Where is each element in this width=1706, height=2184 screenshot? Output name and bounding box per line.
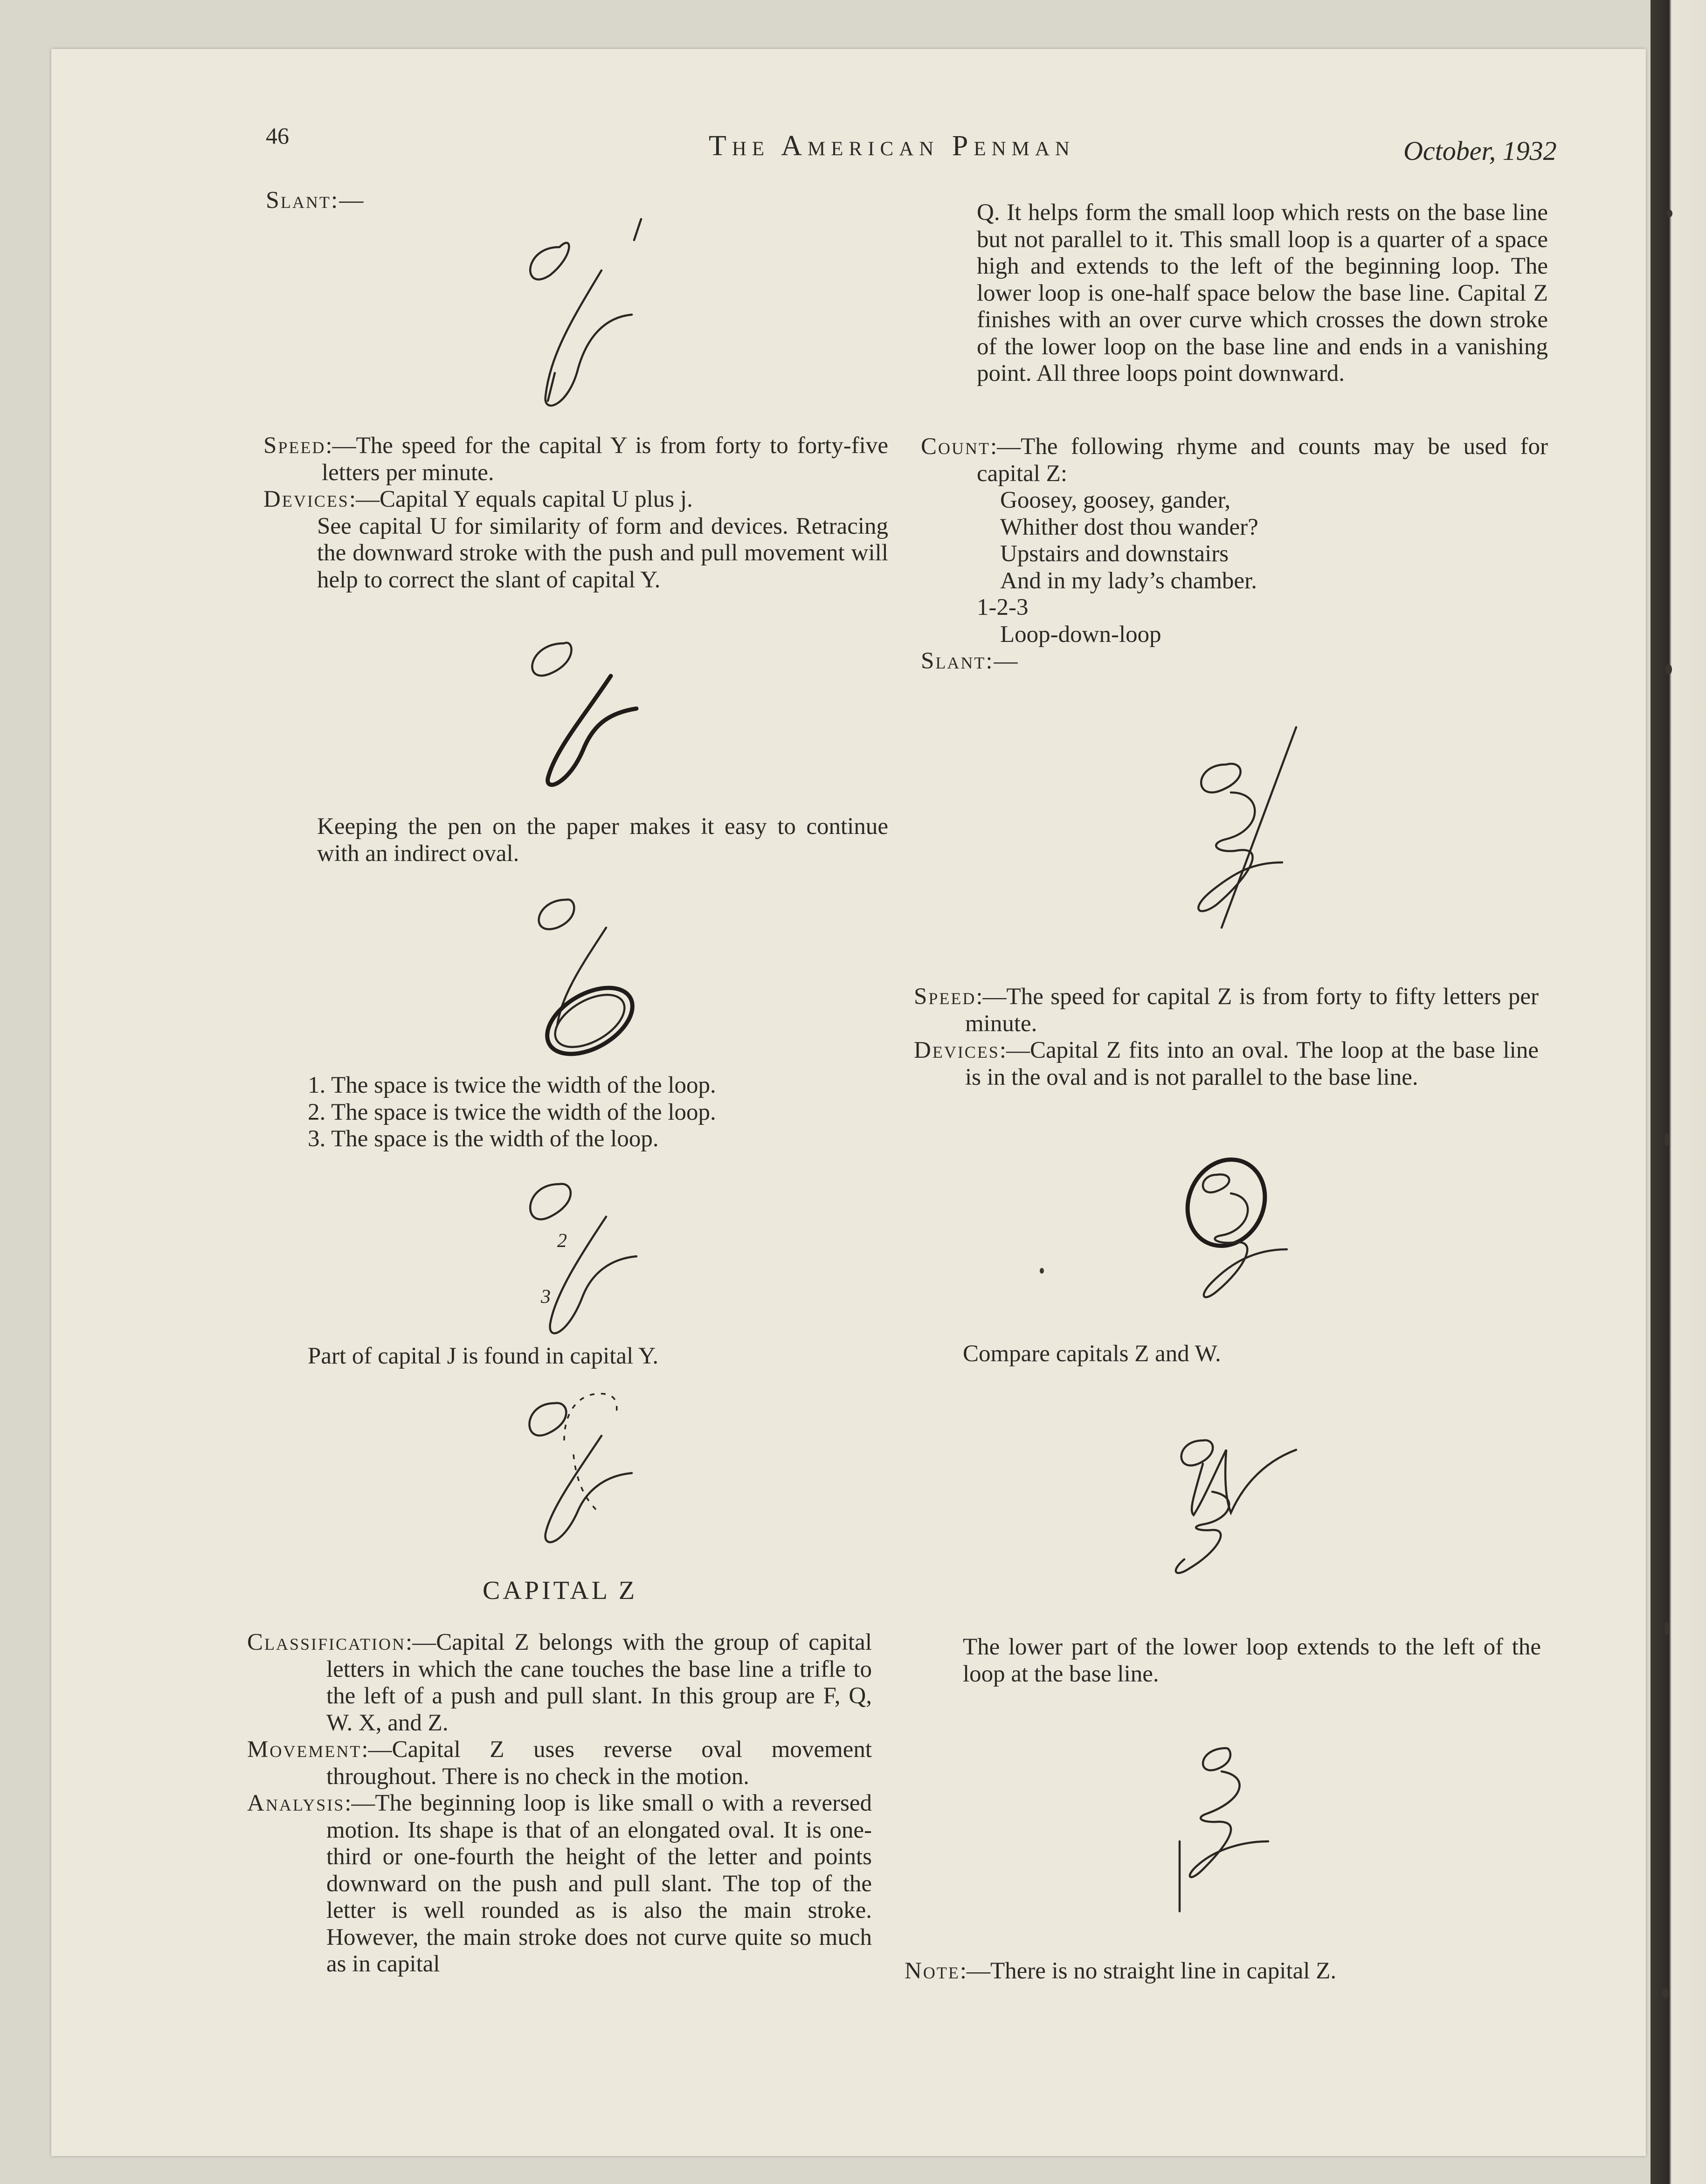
capital-z-w-figure bbox=[1142, 1422, 1310, 1580]
capital-y-slant-figure bbox=[504, 219, 653, 415]
rhyme-line-4: And in my lady’s chamber. bbox=[1000, 567, 1257, 594]
space-item-2: 2. The space is twice the width of the loop. bbox=[308, 1099, 716, 1125]
classification-text: :—Capital Z belongs with the group of capital letters in which the cane touches the base line a trifle to the left of a push and pull slant. In this group are F, Q, W. X, and Z. bbox=[326, 1629, 872, 1736]
movement-text: :—Capital Z uses reverse oval movement throughout. There is no check in the motion. bbox=[326, 1736, 872, 1790]
devices-text-z: :—Capital Z fits into an oval. The loop at the base line is in the oval and is not parallel to the base line. bbox=[965, 1037, 1539, 1090]
devices-text: :—Capital Y equals capital U plus j. bbox=[349, 486, 693, 512]
speed-text: :—The speed for the capital Y is from forty to forty-five letters per minute. bbox=[322, 433, 888, 486]
speed-z-section bbox=[914, 984, 1539, 1091]
journal-title: The American Penman bbox=[709, 130, 1075, 162]
speed-text-z: :—The speed for capital Z is from forty to fifty letters per minute. bbox=[965, 984, 1539, 1037]
speed-y bbox=[263, 433, 888, 593]
capital-y-oval-figure bbox=[506, 886, 655, 1063]
dot-mark bbox=[1040, 1268, 1044, 1274]
compare-text: Compare capitals Z and W. bbox=[963, 1341, 1221, 1367]
note-text: :—There is no straight line in capital Z. bbox=[960, 1958, 1337, 1984]
capital-z-oval-figure bbox=[1166, 1156, 1305, 1305]
capital-y-retrace-figure bbox=[504, 629, 653, 797]
speed-label: Speed bbox=[263, 433, 326, 459]
capital-z-description bbox=[247, 1629, 872, 1978]
count-words: Loop-down-loop bbox=[1000, 621, 1161, 648]
speed-label-z: Speed bbox=[914, 984, 976, 1010]
capital-y-j-figure bbox=[504, 1385, 653, 1552]
margin-mark-2 bbox=[1665, 664, 1672, 675]
count-section bbox=[921, 434, 1548, 675]
page-number: 46 bbox=[266, 123, 289, 149]
capital-z-loop-figure bbox=[1156, 1743, 1278, 1930]
slant-label-z: Slant:— bbox=[921, 648, 1019, 674]
classification-label: Classification bbox=[247, 1629, 406, 1655]
count-text: :—The following rhyme and counts may be used for capital Z: bbox=[977, 434, 1548, 487]
rhyme-line-1: Goosey, goosey, gander, bbox=[1000, 487, 1231, 513]
space-item-1: 1. The space is twice the width of the loop. bbox=[308, 1072, 716, 1098]
count-label: Count bbox=[921, 434, 991, 460]
lower-loop-text: The lower part of the lower loop extends to the left of the loop at the base line. bbox=[963, 1634, 1541, 1687]
rhyme-line-3: Upstairs and downstairs bbox=[1000, 541, 1229, 567]
part-of-j-text: Part of capital J is found in capital Y. bbox=[308, 1343, 659, 1369]
devices-label-z: Devices bbox=[914, 1037, 1000, 1063]
margin-mark-3 bbox=[1665, 1133, 1669, 1146]
space-list bbox=[308, 1072, 867, 1153]
movement-label: Movement bbox=[247, 1736, 362, 1763]
analysis-continued: Q. It helps form the small loop which rests on the base line but not parallel to it. This small loop is a quarter of a space high and extends to the left of the beginning loop. The lower loop is one-half space below the base line. Capital Z finishes with an over curve which crosses the down stroke of the lower loop on the base line and ends in a vanishing point. All three loops point downward. bbox=[977, 200, 1548, 386]
analysis-label: Analysis bbox=[247, 1790, 345, 1816]
devices-paragraph: See capital U for similarity of form and devices. Retracing the downward stroke with the push and pull movement will help to correct the slant of capital Y. bbox=[317, 513, 888, 593]
issue-date: October, 1932 bbox=[1403, 136, 1557, 166]
slant-label-y: Slant:— bbox=[266, 187, 365, 214]
figure-number-3: 3 bbox=[541, 1286, 551, 1308]
margin-mark-1 bbox=[1667, 210, 1672, 217]
note-section bbox=[905, 1958, 1539, 1985]
capital-z-heading: CAPITAL Z bbox=[483, 1576, 638, 1605]
page-edge bbox=[1651, 0, 1706, 2184]
keeping-pen-text: Keeping the pen on the paper makes it easy to continue with an indirect oval. bbox=[317, 813, 888, 867]
devices-label: Devices bbox=[263, 486, 349, 512]
figure-number-2: 2 bbox=[557, 1230, 567, 1252]
analysis-text: :—The beginning loop is like small o with a reversed motion. Its shape is that of an elongated oval. It is one-third or one-fourth the height of the letter and points downward on the push and pull slant. The top of the letter is well rounded as is also the main stroke. However, the main stroke does not curve quite so much as in capital bbox=[326, 1790, 872, 1977]
space-item-3: 3. The space is the width of the loop. bbox=[308, 1126, 659, 1152]
rhyme-line-2: Whither dost thou wander? bbox=[1000, 514, 1258, 540]
capital-z-slant-figure bbox=[1161, 723, 1315, 937]
note-label: Note bbox=[905, 1958, 960, 1984]
capital-y-spacing-figure bbox=[504, 1170, 653, 1347]
margin-mark-5 bbox=[1662, 1988, 1669, 1998]
margin-mark-4 bbox=[1665, 1622, 1669, 1635]
count-numbers: 1-2-3 bbox=[977, 594, 1029, 620]
